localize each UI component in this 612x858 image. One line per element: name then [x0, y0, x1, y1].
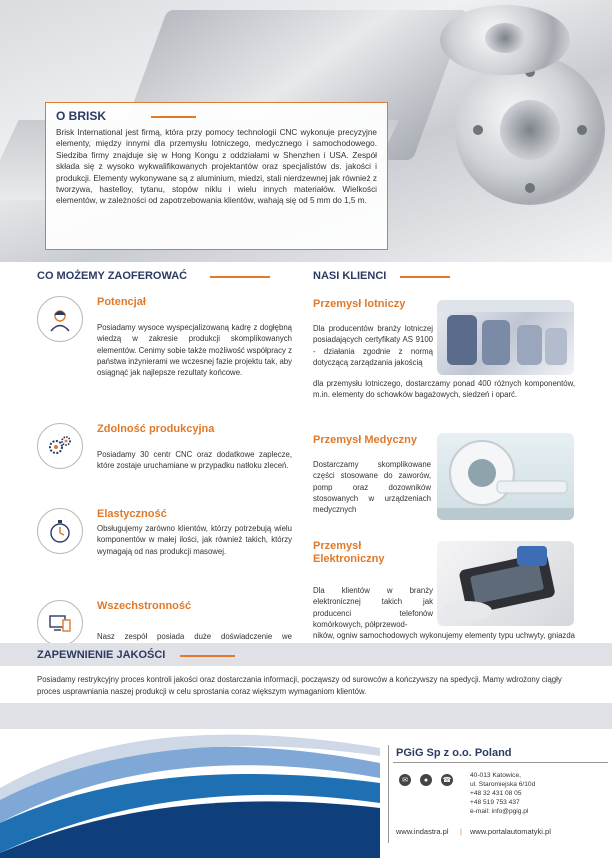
email[interactable]: e-mail: info@pgig.pl: [470, 808, 529, 815]
location-icon: ●: [420, 774, 432, 786]
offer-title-flexibility: Elastyczność: [97, 508, 167, 520]
clients-section-title: NASI KLIENCI: [313, 270, 387, 282]
website-link-1[interactable]: www.indastra.pl: [396, 827, 449, 836]
website-separator: |: [460, 827, 462, 836]
about-title: O BRISK: [56, 109, 107, 123]
address-line-1: 40-013 Katowice,: [470, 772, 521, 779]
phone-1: +48 32 431 08 05: [470, 790, 522, 797]
quality-bottom-band: [0, 703, 612, 729]
footer-swoosh-graphic: [0, 728, 380, 858]
clients-title-underline: [400, 276, 450, 278]
quality-text: Posiadamy restrykcyjny proces kontroli jakości oraz dostarczania informacji, począwszy od surowców a kończywszy na spedycji. Mamy wdrożony ciągły proces usprawniania naszej produkcji w celu sprostania coraz większym wymaganiom klientów.: [37, 675, 562, 696]
quality-title: ZAPEWNIENIE JAKOŚCI: [37, 649, 166, 661]
offer-item-potential: [37, 296, 292, 406]
client-title-medical: Przemysł Medyczny: [313, 434, 417, 446]
offer-title-versatility: Wszechstronność: [97, 600, 192, 612]
client-text-electronics-side: Dla klientów w branży elektronicznej takich jak producenci telefonów komórkowych, półprzewod-: [313, 586, 433, 629]
flange-large: [455, 55, 605, 205]
footer-divider: [388, 745, 389, 843]
hero-image: [0, 0, 612, 262]
flange-small: [440, 5, 570, 75]
aircraft-seats-image: [437, 300, 574, 375]
client-title-electronics: Przemysł Elektroniczny: [313, 540, 385, 565]
stopwatch-icon: [37, 508, 83, 554]
offer-section-title: CO MOŻEMY ZAOFEROWAĆ: [37, 270, 188, 282]
website-link-2[interactable]: www.portalautomatyki.pl: [470, 827, 551, 836]
offer-text-flexibility: Obsługujemy zarówno klientów, którzy potrzebują wielu komponentów w małej ilości, jak również takich, którzy wymagają od nas produkcji masowej.: [97, 524, 292, 556]
offer-text-versatility: Nasz zespół posiada duże doświadczenie we: [97, 632, 292, 641]
about-box: [45, 102, 388, 250]
offer-text-potential: Posiadamy wysoce wyspecjalizowaną kadrę z dogłębną wiedzą w zakresie produkcji skomplikowanych elementów. Cenimy sobie także możliwość współpracy z państwa inżynierami we wczesnej fazie projektu tak, aby osiągnąć jak najlepsze rezultaty końcowe.: [97, 323, 293, 378]
company-underline: [393, 762, 608, 763]
quality-title-underline: [180, 655, 235, 657]
mail-icon: ✉: [399, 774, 411, 786]
offer-text-capacity: Posiadamy 30 centr CNC oraz dodatkowe zaplecze, które zostaje uruchamiane w przypadku natłoku zleceń.: [97, 450, 292, 471]
offer-title-potential: Potencjał: [97, 296, 146, 308]
worker-icon: [37, 296, 83, 342]
devices-icon: [37, 600, 83, 646]
offer-item-capacity: [37, 423, 292, 493]
about-text: Brisk International jest firmą, która przy pomocy technologii CNC wykonuje precyzyjne elementy, między innymi dla przemysłu lotniczego, medycznego i samochodowego. Siedziba firmy znajduje się w Hong Kongu z oddziałami w Shenzhen i USA. Zespół składa się z wysoko wykwalifikowanych projektantów oraz specjalistów ds. jakości i produkcji. Elementy wykonywane są z aluminium, miedzi, stali nierdzewnej jak również z tworzywa, hastelloy, tytanu, stopów niklu i wielu innych materiałów. Wielkości elementów, w zależności od zapotrzebowania klientów, wahają się od 5 mm do 1,5 m.: [56, 128, 377, 206]
phone-icon: ☎: [441, 774, 453, 786]
address-line-2: ul. Staromiejska 6/10d: [470, 781, 536, 788]
client-text-aviation-full: dla przemysłu lotniczego, dostarczamy ponad 400 różnych komponentów, m.in. elementy do schowków bagażowych, siedzeń i oparć.: [313, 379, 575, 400]
client-text-medical: Dostarczamy skomplikowane części stosowane do zaworów, pomp oraz dozowników stosowanych w urządzeniach medycznych: [313, 460, 431, 515]
client-title-aviation: Przemysł lotniczy: [313, 298, 406, 310]
mri-scanner-image: [437, 433, 574, 520]
phone-2: +48 519 753 437: [470, 799, 520, 806]
electronics-image: [437, 541, 574, 626]
about-title-underline: [151, 116, 196, 118]
client-text-electronics-full: ników, ogniw samochodowych wykonujemy elementy typu uchwyty, gniazda: [313, 631, 575, 640]
client-text-aviation-side: Dla producentów branży lotniczej posiadających certyfikaty AS 9100 - działania zgodnie z normą dotyczącą zarządzania jakością: [313, 324, 433, 367]
company-name: PGiG Sp z o.o. Poland: [396, 747, 512, 759]
offer-title-capacity: Zdolność produkcyjna: [97, 423, 215, 435]
offer-item-flexibility: [37, 508, 292, 593]
offer-title-underline: [210, 276, 270, 278]
gears-icon: [37, 423, 83, 469]
